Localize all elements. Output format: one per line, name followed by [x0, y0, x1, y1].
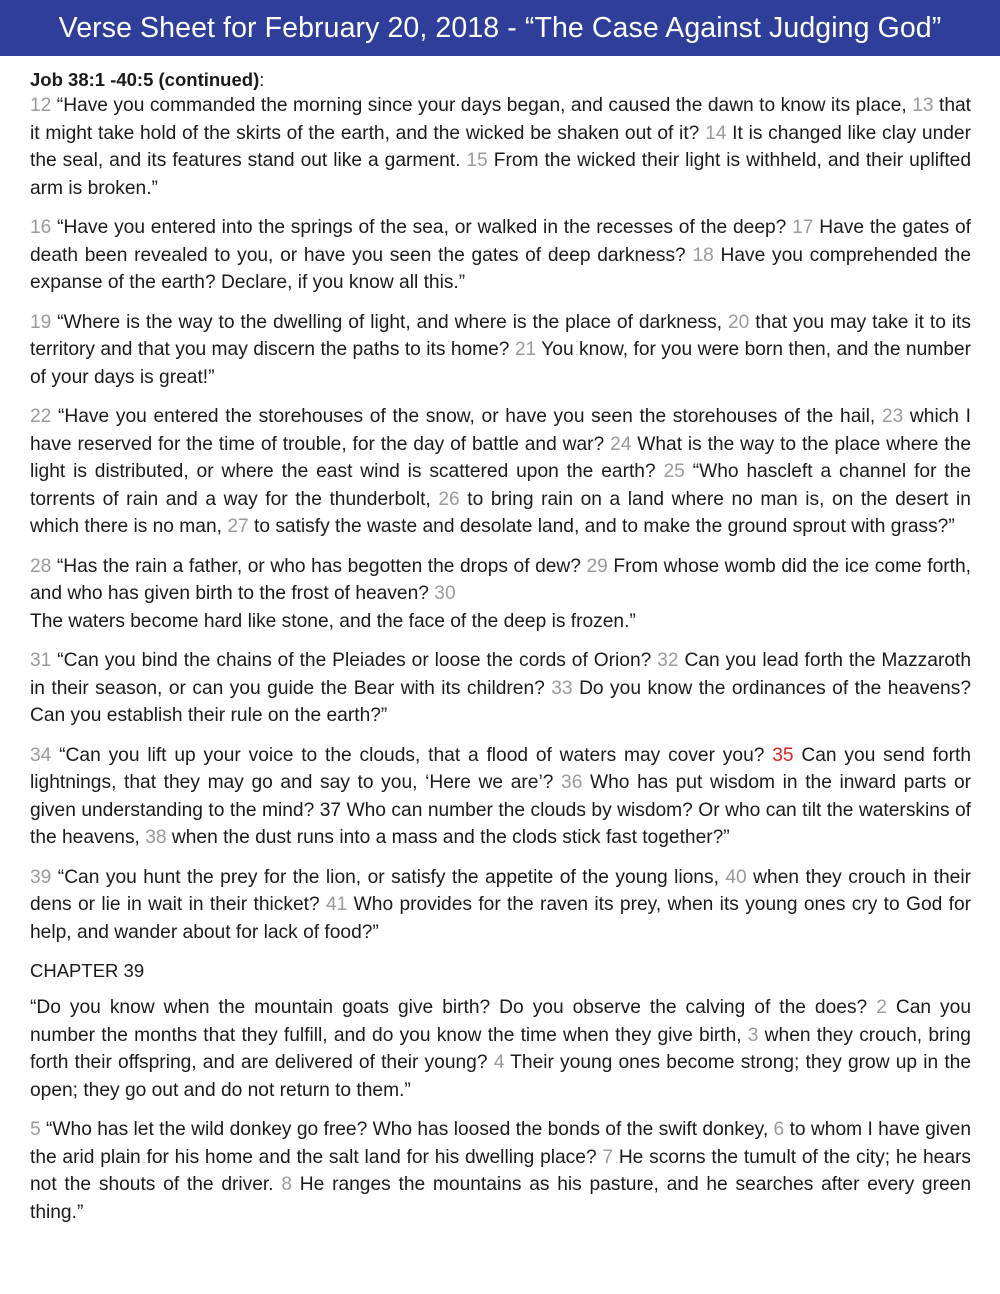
verse-number: 28	[30, 555, 52, 577]
verse-number: 3	[747, 1024, 759, 1046]
verse-number: 18	[692, 244, 714, 266]
verse-paragraph	[30, 647, 971, 730]
verse-text: Can you send forth lightnings, that they may go and say to you, ‘Here we are’?	[30, 744, 971, 793]
verse-text: He scorns the tumult of the city; he hears not the shouts of the driver.	[30, 1146, 971, 1195]
verse-text: when the dust runs into a mass and the clods stick fast together?”	[166, 827, 730, 848]
verse-text: to bring rain on a land where no man is, on the desert in which there is no man,	[30, 488, 971, 537]
verse-number: 2	[876, 997, 887, 1018]
verse-number: 14	[705, 122, 727, 144]
verse-paragraph	[30, 1116, 971, 1226]
reference-colon: :	[259, 69, 265, 90]
verse-number: 40	[725, 866, 747, 888]
verse-number: 21	[514, 339, 537, 360]
verse-number: 38	[145, 827, 167, 848]
verse-number: 35	[772, 744, 794, 766]
verse-number: 24	[610, 433, 632, 455]
chapter-39-paragraphs	[30, 994, 971, 1226]
verse-number: 20	[727, 311, 750, 333]
verse-text: “Has the rain a father, or who has begotten the drops of dew?	[51, 555, 587, 577]
verse-text: which I have reserved for the time of trouble, for the day of battle and war?	[30, 406, 971, 455]
verse-text: “Can you bind the chains of the Pleiades or loose the cords of Orion?	[51, 650, 658, 671]
page-title: Verse Sheet for February 20, 2018 - “The Case Against Judging God”	[58, 11, 942, 44]
verse-text: He ranges the mountains as his pasture, and he searches after every green thing.”	[30, 1174, 971, 1223]
verse-text: “Who has let the wild donkey go free? Who has loosed the bonds of the swift donkey,	[40, 1119, 774, 1140]
verse-text: to whom I have given the arid plain for his home and the salt land for his dwelling place?	[30, 1119, 971, 1168]
verse-text: Can you number the months that they fulfill, and do you know the time when they give birth,	[30, 997, 971, 1046]
verse-sheet-body	[0, 68, 1000, 1226]
verse-number: 17	[792, 217, 814, 238]
verse-paragraph	[30, 403, 971, 541]
verse-paragraph	[30, 864, 971, 947]
verse-text: “Can you hunt the prey for the lion, or satisfy the appetite of the young lions,	[51, 866, 726, 888]
verse-number: 33	[551, 677, 573, 699]
verse-text: “Do you know when the mountain goats give birth? Do you observe the calving of the does?	[30, 997, 877, 1018]
reference-label: Job 38:1 -40:5 (continued)	[30, 69, 260, 90]
verse-text: when they crouch in their dens or lie in wait in their thicket?	[30, 866, 971, 915]
verse-number: 29	[586, 555, 608, 577]
verse-text: From whose womb did the ice come forth, and who has given birth to the frost of heaven?	[30, 555, 971, 604]
verse-text: Can you lead forth the Mazzaroth in their season, or can you guide the Bear with its children?	[30, 650, 972, 699]
verse-text: “Have you entered the storehouses of the snow, or have you seen the storehouses of the hail,	[51, 406, 882, 427]
verse-number: 12	[30, 95, 52, 116]
verse-text: Have you comprehended the expanse of the earth? Declare, if you know all this.”	[30, 244, 971, 293]
chapter-heading: CHAPTER 39	[30, 960, 145, 981]
verse-number: 36	[561, 772, 583, 793]
verse-text: Their young ones become strong; they grow up in the open; they go out and do not return to them.”	[30, 1052, 971, 1101]
verse-number: 8	[281, 1174, 293, 1195]
verse-number: 30	[434, 583, 456, 604]
verse-text: that you may take it to its territory and that you may discern the paths to its home?	[30, 311, 971, 360]
verse-number: 23	[881, 406, 904, 427]
verse-text: “Where is the way to the dwelling of light, and where is the place of darkness,	[51, 311, 728, 333]
verse-text: that it might take hold of the skirts of the earth, and the wicked be shaken out of it?	[30, 95, 971, 144]
verse-text: “Have you commanded the morning since your days began, and caused the dawn to know its place,	[51, 95, 913, 116]
verse-text: Do you know the ordinances of the heavens? Can you establish their rule on the earth?”	[30, 677, 971, 726]
verse-text: Have the gates of death been revealed to you, or have you seen the gates of deep darkness?	[30, 217, 971, 266]
verse-number: 19	[30, 311, 52, 333]
verse-text: You know, for you were born then, and the number of your days is great!”	[30, 339, 971, 388]
verse-paragraph	[30, 994, 971, 1104]
verse-number: 25	[663, 461, 685, 482]
verse-number: 15	[466, 150, 488, 171]
header-banner	[0, 0, 1000, 56]
verse-number: 6	[773, 1119, 785, 1140]
verse-number: 39	[30, 866, 52, 888]
verse-number: 5	[30, 1119, 41, 1140]
verse-paragraph	[30, 742, 971, 852]
verse-paragraph	[30, 553, 971, 636]
verse-number: 27	[227, 516, 249, 537]
verse-number: 32	[657, 650, 679, 671]
verse-text: Who has put wisdom in the inward parts or given understanding to the mind? 37 Who can number the clouds by wisdom? Or who can tilt the waterskins of the heavens,	[30, 772, 971, 848]
verse-text: “Who hascleft a channel for the torrents of rain and a way for the thunderbolt,	[30, 461, 972, 510]
verse-number: 34	[30, 744, 52, 766]
verse-paragraph	[30, 92, 971, 202]
verse-number: 22	[30, 406, 52, 427]
verse-number: 7	[602, 1146, 614, 1168]
verse-text: It is changed like clay under the seal, and its features stand out like a garment.	[30, 122, 971, 171]
verse-text: to satisfy the waste and desolate land, and to make the ground sprout with grass?”	[248, 516, 955, 537]
verse-text: The waters become hard like stone, and the face of the deep is frozen.”	[30, 610, 636, 632]
verse-number: 4	[493, 1052, 505, 1073]
verse-text: What is the way to the place where the light is distributed, or where the east wind is scattered upon the earth?	[30, 433, 971, 482]
verse-text: when they crouch, bring forth their offspring, and are delivered of their young?	[30, 1024, 971, 1073]
verse-number: 31	[30, 650, 52, 671]
scripture-reference	[30, 68, 971, 92]
verse-number: 13	[912, 95, 934, 116]
verse-number: 41	[326, 894, 348, 915]
verse-text: “Can you lift up your voice to the clouds, that a flood of waters may cover you?	[51, 744, 773, 766]
verse-paragraph	[30, 309, 971, 392]
verse-paragraphs	[30, 92, 971, 946]
verse-text: Who provides for the raven its prey, when its young ones cry to God for help, and wander about for lack of food?”	[30, 894, 972, 943]
verse-number: 26	[438, 488, 460, 510]
verse-paragraph	[30, 214, 971, 297]
verse-text: “Have you entered into the springs of the sea, or walked in the recesses of the deep?	[51, 217, 793, 238]
verse-text: From the wicked their light is withheld, and their uplifted arm is broken.”	[30, 150, 971, 199]
verse-number: 16	[30, 217, 52, 238]
